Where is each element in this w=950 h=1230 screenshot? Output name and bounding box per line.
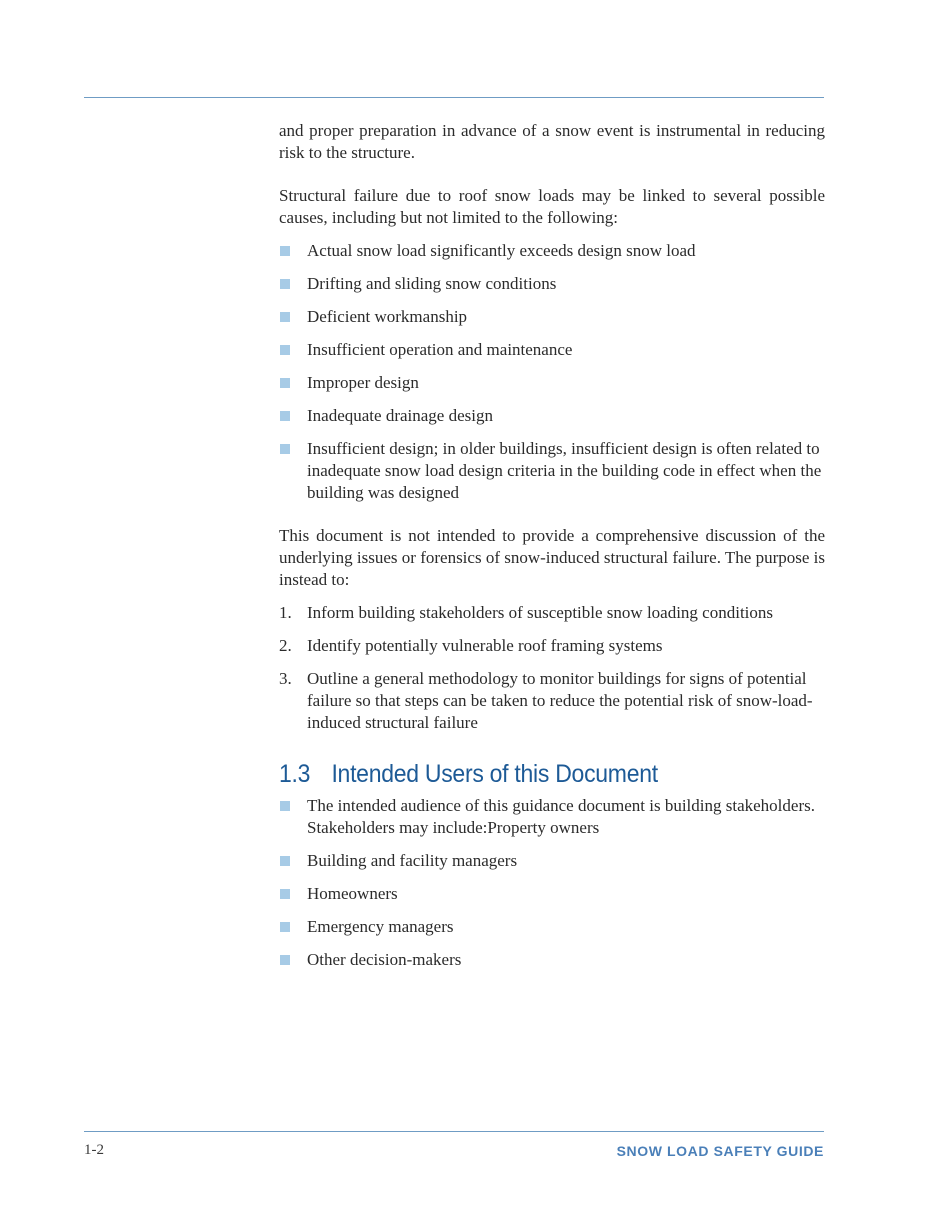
causes-intro: Structural failure due to roof snow loads may be linked to several possible causes, including but not limited to the following: xyxy=(279,186,825,227)
section-title: Intended Users of this Document xyxy=(331,760,658,788)
intro-continuation: and proper preparation in advance of a snow event is instrumental in reducing risk to the structure. xyxy=(279,121,825,162)
square-bullet-icon xyxy=(280,411,290,421)
users-list xyxy=(279,795,825,971)
list-item: Building and facility managers xyxy=(279,850,825,872)
list-item: 3. Outline a general methodology to monitor buildings for signs of potential failure so that steps can be taken to reduce the potential risk of snow-load-induced structural failure xyxy=(279,669,813,732)
list-item: Homeowners xyxy=(279,883,825,905)
list-item: Insufficient design; in older buildings, insufficient design is often related to inadequate snow load design criteria in the building code in effect when the building was designed xyxy=(279,438,825,504)
square-bullet-icon xyxy=(280,312,290,322)
footer-rule xyxy=(84,1131,824,1132)
square-bullet-icon xyxy=(280,801,290,811)
header-rule xyxy=(84,97,824,98)
list-item: 1. Inform building stakeholders of susceptible snow loading conditions xyxy=(279,603,774,622)
list-item: Deficient workmanship xyxy=(279,306,825,328)
page-number: 1-2 xyxy=(84,1142,104,1158)
square-bullet-icon xyxy=(280,345,290,355)
square-bullet-icon xyxy=(280,955,290,965)
list-item: The intended audience of this guidance document is building stakeholders. Stakeholders may include:Property owners xyxy=(279,795,825,839)
square-bullet-icon xyxy=(280,889,290,899)
list-item: Inadequate drainage design xyxy=(279,405,825,427)
purpose-list xyxy=(279,602,825,734)
page-content xyxy=(279,120,825,982)
square-bullet-icon xyxy=(280,279,290,289)
list-item: Improper design xyxy=(279,372,825,394)
causes-list xyxy=(279,240,825,504)
list-item: Drifting and sliding snow conditions xyxy=(279,273,825,295)
purpose-intro: This document is not intended to provide a comprehensive discussion of the underlying issues or forensics of snow-induced structural failure. The purpose is instead to: xyxy=(279,526,825,589)
square-bullet-icon xyxy=(280,922,290,932)
list-item: 2. Identify potentially vulnerable roof framing systems xyxy=(279,636,663,655)
square-bullet-icon xyxy=(280,444,290,454)
list-item: Actual snow load significantly exceeds design snow load xyxy=(279,240,825,262)
section-number: 1.3 xyxy=(279,760,311,788)
square-bullet-icon xyxy=(280,856,290,866)
square-bullet-icon xyxy=(280,378,290,388)
list-item: Emergency managers xyxy=(279,916,825,938)
square-bullet-icon xyxy=(280,246,290,256)
section-heading xyxy=(279,759,781,789)
footer-guide-title: SNOW LOAD SAFETY GUIDE xyxy=(616,1143,824,1159)
list-item: Insufficient operation and maintenance xyxy=(279,339,825,361)
list-item: Other decision-makers xyxy=(279,949,825,971)
